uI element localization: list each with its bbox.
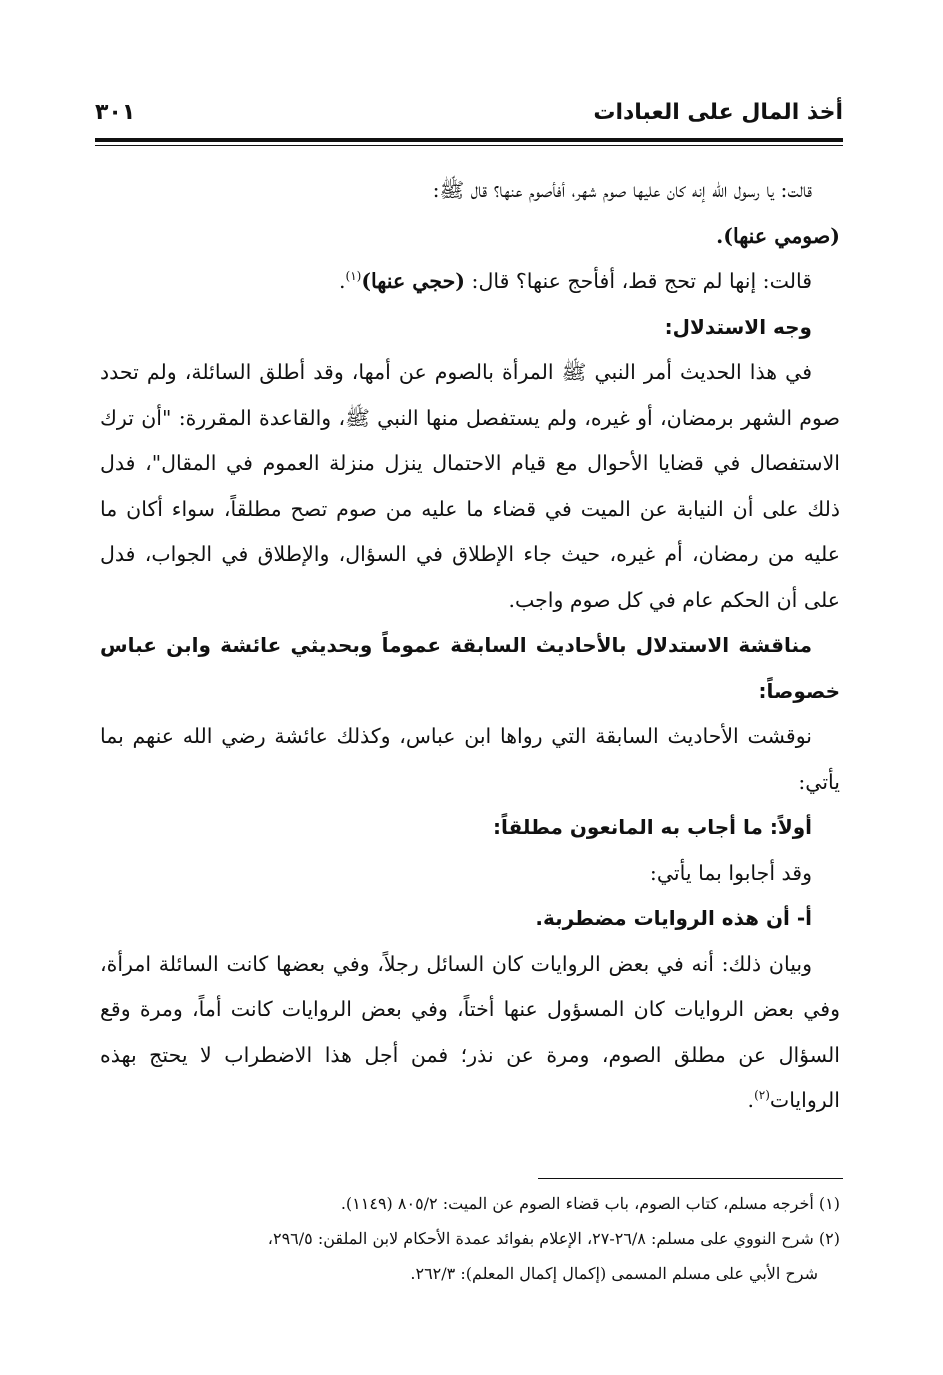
text-line-1: قالت: يا رسول الله إنه كان عليها صوم شهر، أفأصوم عنها؟ قال ﷺ: (432, 178, 812, 202)
footnote-ref-1: (١) (345, 269, 362, 284)
paragraph-istidlal: في هذا الحديث أمر النبي ﷺ المرأة بالصوم عن أمها، وقد أطلق السائلة، ولم تحدد صوم الشهر برمضان، أو غيره، ولم يستفصل منها النبي ﷺ، والقاعدة المقررة: "أن ترك الاستفصال في قضايا الأحوال مع قيام الاحتمال ينزل منزلة العموم في المقال"، فدل ذلك على أن النيابة عن الميت في قضاء ما عليه من صوم تصح مطلقاً، سواء أكان ما عليه من رمضان، أم غيره، حيث جاء الإطلاق في السؤال، والإطلاق في الجواب، فدل على أن الحكم عام في كل صوم واجب. (100, 360, 840, 612)
paragraph-bayan (100, 942, 840, 1124)
footnotes (100, 1186, 840, 1291)
text-line-3a: قالت: إنها لم تحج قط، أفأحج عنها؟ قال: (465, 269, 812, 293)
text-line-2: (صومي عنها). (716, 223, 840, 248)
page-header (95, 96, 843, 136)
paragraph-ajabu: وقد أجابوا بما يأتي: (649, 860, 812, 885)
running-title: أخذ المال على العبادات (593, 100, 843, 125)
heading-munaqasha: مناقشة الاستدلال بالأحاديث السابقة عموماً وبحديثي عائشة وابن عباس خصوصاً: (100, 633, 840, 703)
paragraph-bayan-text: وبيان ذلك: أنه في بعض الروايات كان السائل رجلاً، وفي بعضها كانت السائلة امرأة، وفي بعض الروايات كان المسؤول عنها أختاً، وفي بعض الروايات كانت أماً، ومرة وقع السؤال عن مطلق الصوم، ومرة عن نذر؛ فمن أجل هذا الاضطراب لا يحتج بهذه الروايات (100, 951, 840, 1112)
header-rule-thin (95, 145, 843, 146)
text-line-3: قالت: إنها لم تحج قط، أفأحج عنها؟ قال: (حجي عنها)$^{(١)}$. (339, 269, 812, 293)
footnote-ref-2: (٢) (754, 1088, 770, 1103)
heading-idtirab: أ- أن هذه الروايات مضطربة. (535, 906, 812, 930)
paragraph-bayan-end: . (747, 1088, 755, 1112)
header-rule-thick (95, 138, 843, 142)
footnote-2-continued: شرح الأبي على مسلم المسمى (إكمال إكمال المعلم): ٢٦٢/٣. (410, 1264, 818, 1283)
heading-awwalan: أولاً: ما أجاب به المانعون مطلقاً: (492, 815, 812, 839)
main-text (100, 168, 840, 1124)
quote-hajj: (حجي عنها) (361, 269, 466, 293)
footnote-1: (١) أخرجه مسلم، كتاب الصوم، باب قضاء الصوم عن الميت: ٨٠٥/٢ (١١٤٩). (340, 1194, 840, 1213)
paragraph-munaqasha: نوقشت الأحاديث السابقة التي رواها ابن عباس، وكذلك عائشة رضي الله عنهم بما يأتي: (100, 724, 840, 794)
page-number: ٣٠١ (95, 100, 136, 125)
heading-istidlal: وجه الاستدلال: (664, 314, 812, 339)
footnote-separator (538, 1178, 843, 1179)
footnote-2: (٢) شرح النووي على مسلم: ٢٦/٨-٢٧، الإعلام بفوائد عمدة الأحكام لابن الملقن: ٢٩٦/٥، (267, 1229, 840, 1248)
